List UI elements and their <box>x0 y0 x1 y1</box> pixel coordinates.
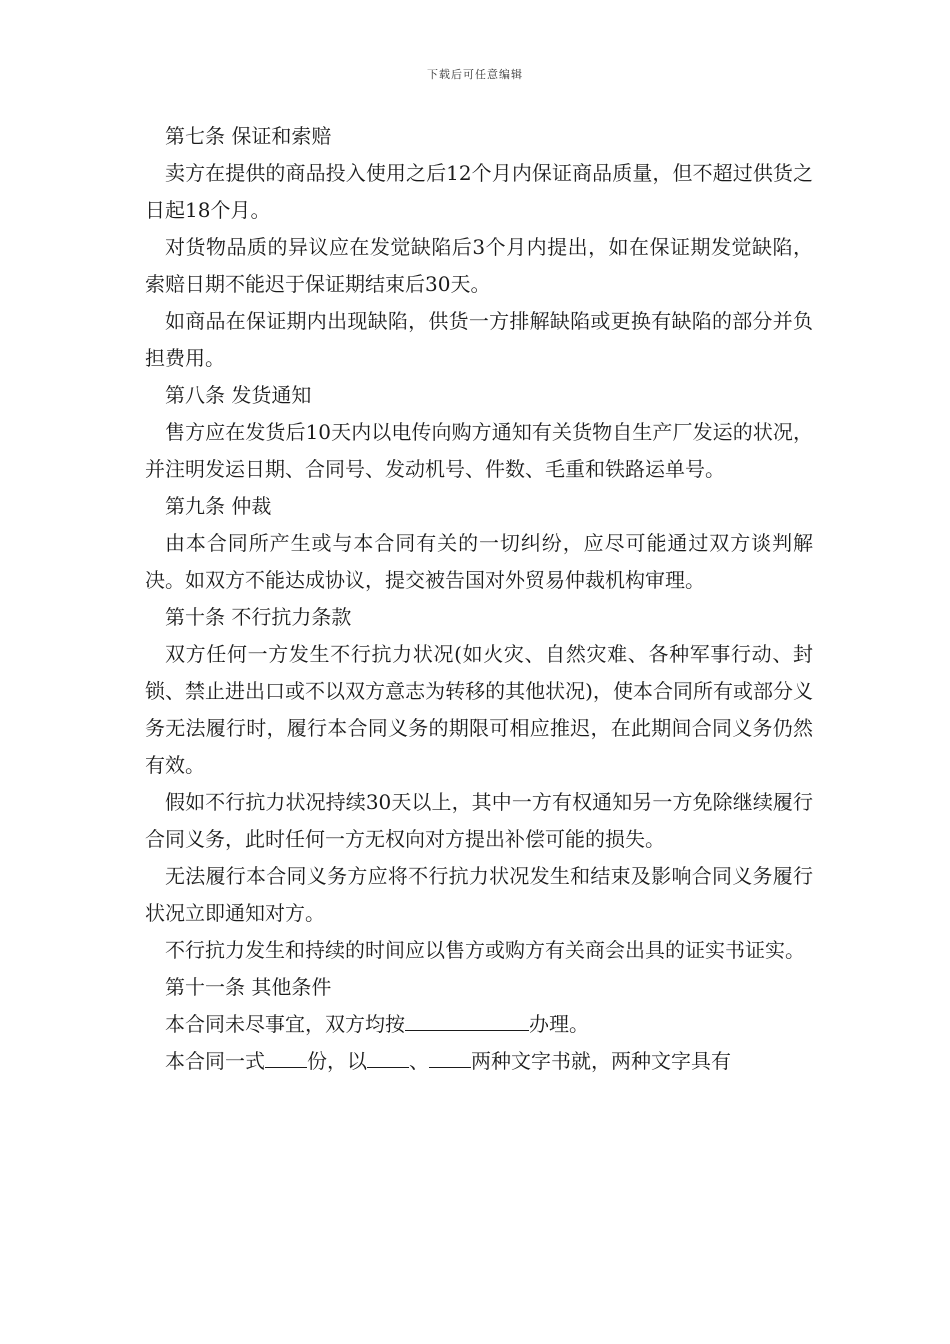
section-7-paragraph-1: 卖方在提供的商品投入使用之后12个月内保证商品质量，但不超过供货之日起18个月。 <box>145 161 813 222</box>
section-11-p2-text-3: 、 <box>409 1049 429 1073</box>
section-heading-10: 第十条 不行抗力条款 <box>165 605 352 629</box>
section-11-paragraph-1 <box>145 1006 813 1043</box>
fill-in-blank <box>405 1008 529 1031</box>
section-11-p2-text-2: 份，以 <box>307 1049 367 1073</box>
section-11-p2-text-4: 两种文字书就，两种文字具有 <box>471 1049 731 1073</box>
section-heading-8: 第八条 发货通知 <box>165 383 312 407</box>
document-body <box>145 118 813 1080</box>
section-heading-11: 第十一条 其他条件 <box>165 975 332 999</box>
section-11-paragraph-2 <box>145 1043 813 1080</box>
section-11-p1-text-before: 本合同未尽事宜，双方均按 <box>165 1012 405 1036</box>
section-heading-9: 第九条 仲裁 <box>165 494 272 518</box>
section-10-paragraph-2: 假如不行抗力状况持续30天以上，其中一方有权通知另一方免除继续履行合同义务，此时任何一方无权向对方提出补偿可能的损失。 <box>145 790 813 851</box>
section-11-p1-text-after: 办理。 <box>529 1012 589 1036</box>
section-7-paragraph-3: 如商品在保证期内出现缺陷，供货一方排解缺陷或更换有缺陷的部分并负担费用。 <box>145 309 813 370</box>
section-10-paragraph-3: 无法履行本合同义务方应将不行抗力状况发生和结束及影响合同义务履行状况立即通知对方。 <box>145 864 813 925</box>
section-11-p2-text-1: 本合同一式 <box>165 1049 265 1073</box>
section-9-paragraph-1: 由本合同所产生或与本合同有关的一切纠纷，应尽可能通过双方谈判解决。如双方不能达成协议，提交被告国对外贸易仲裁机构审理。 <box>145 531 813 592</box>
fill-in-blank-language-2 <box>429 1045 471 1068</box>
section-7-paragraph-2: 对货物品质的异议应在发觉缺陷后3个月内提出，如在保证期发觉缺陷，索赔日期不能迟于保证期结束后30天。 <box>145 235 813 296</box>
section-10-paragraph-4: 不行抗力发生和持续的时间应以售方或购方有关商会出具的证实书证实。 <box>165 938 805 962</box>
fill-in-blank-language-1 <box>367 1045 409 1068</box>
page-header-note: 下载后可任意编辑 <box>427 68 523 81</box>
fill-in-blank-copies <box>265 1045 307 1068</box>
section-10-paragraph-1: 双方任何一方发生不行抗力状况(如火灾、自然灾难、各种军事行动、封锁、禁止进出口或不以双方意志为转移的其他状况)，使本合同所有或部分义务无法履行时，履行本合同义务的期限可相应推迟，在此期间合同义务仍然有效。 <box>145 642 813 777</box>
section-8-paragraph-1: 售方应在发货后10天内以电传向购方通知有关货物自生产厂发运的状况，并注明发运日期、合同号、发动机号、件数、毛重和铁路运单号。 <box>145 420 813 481</box>
section-heading-7: 第七条 保证和索赔 <box>165 124 332 148</box>
